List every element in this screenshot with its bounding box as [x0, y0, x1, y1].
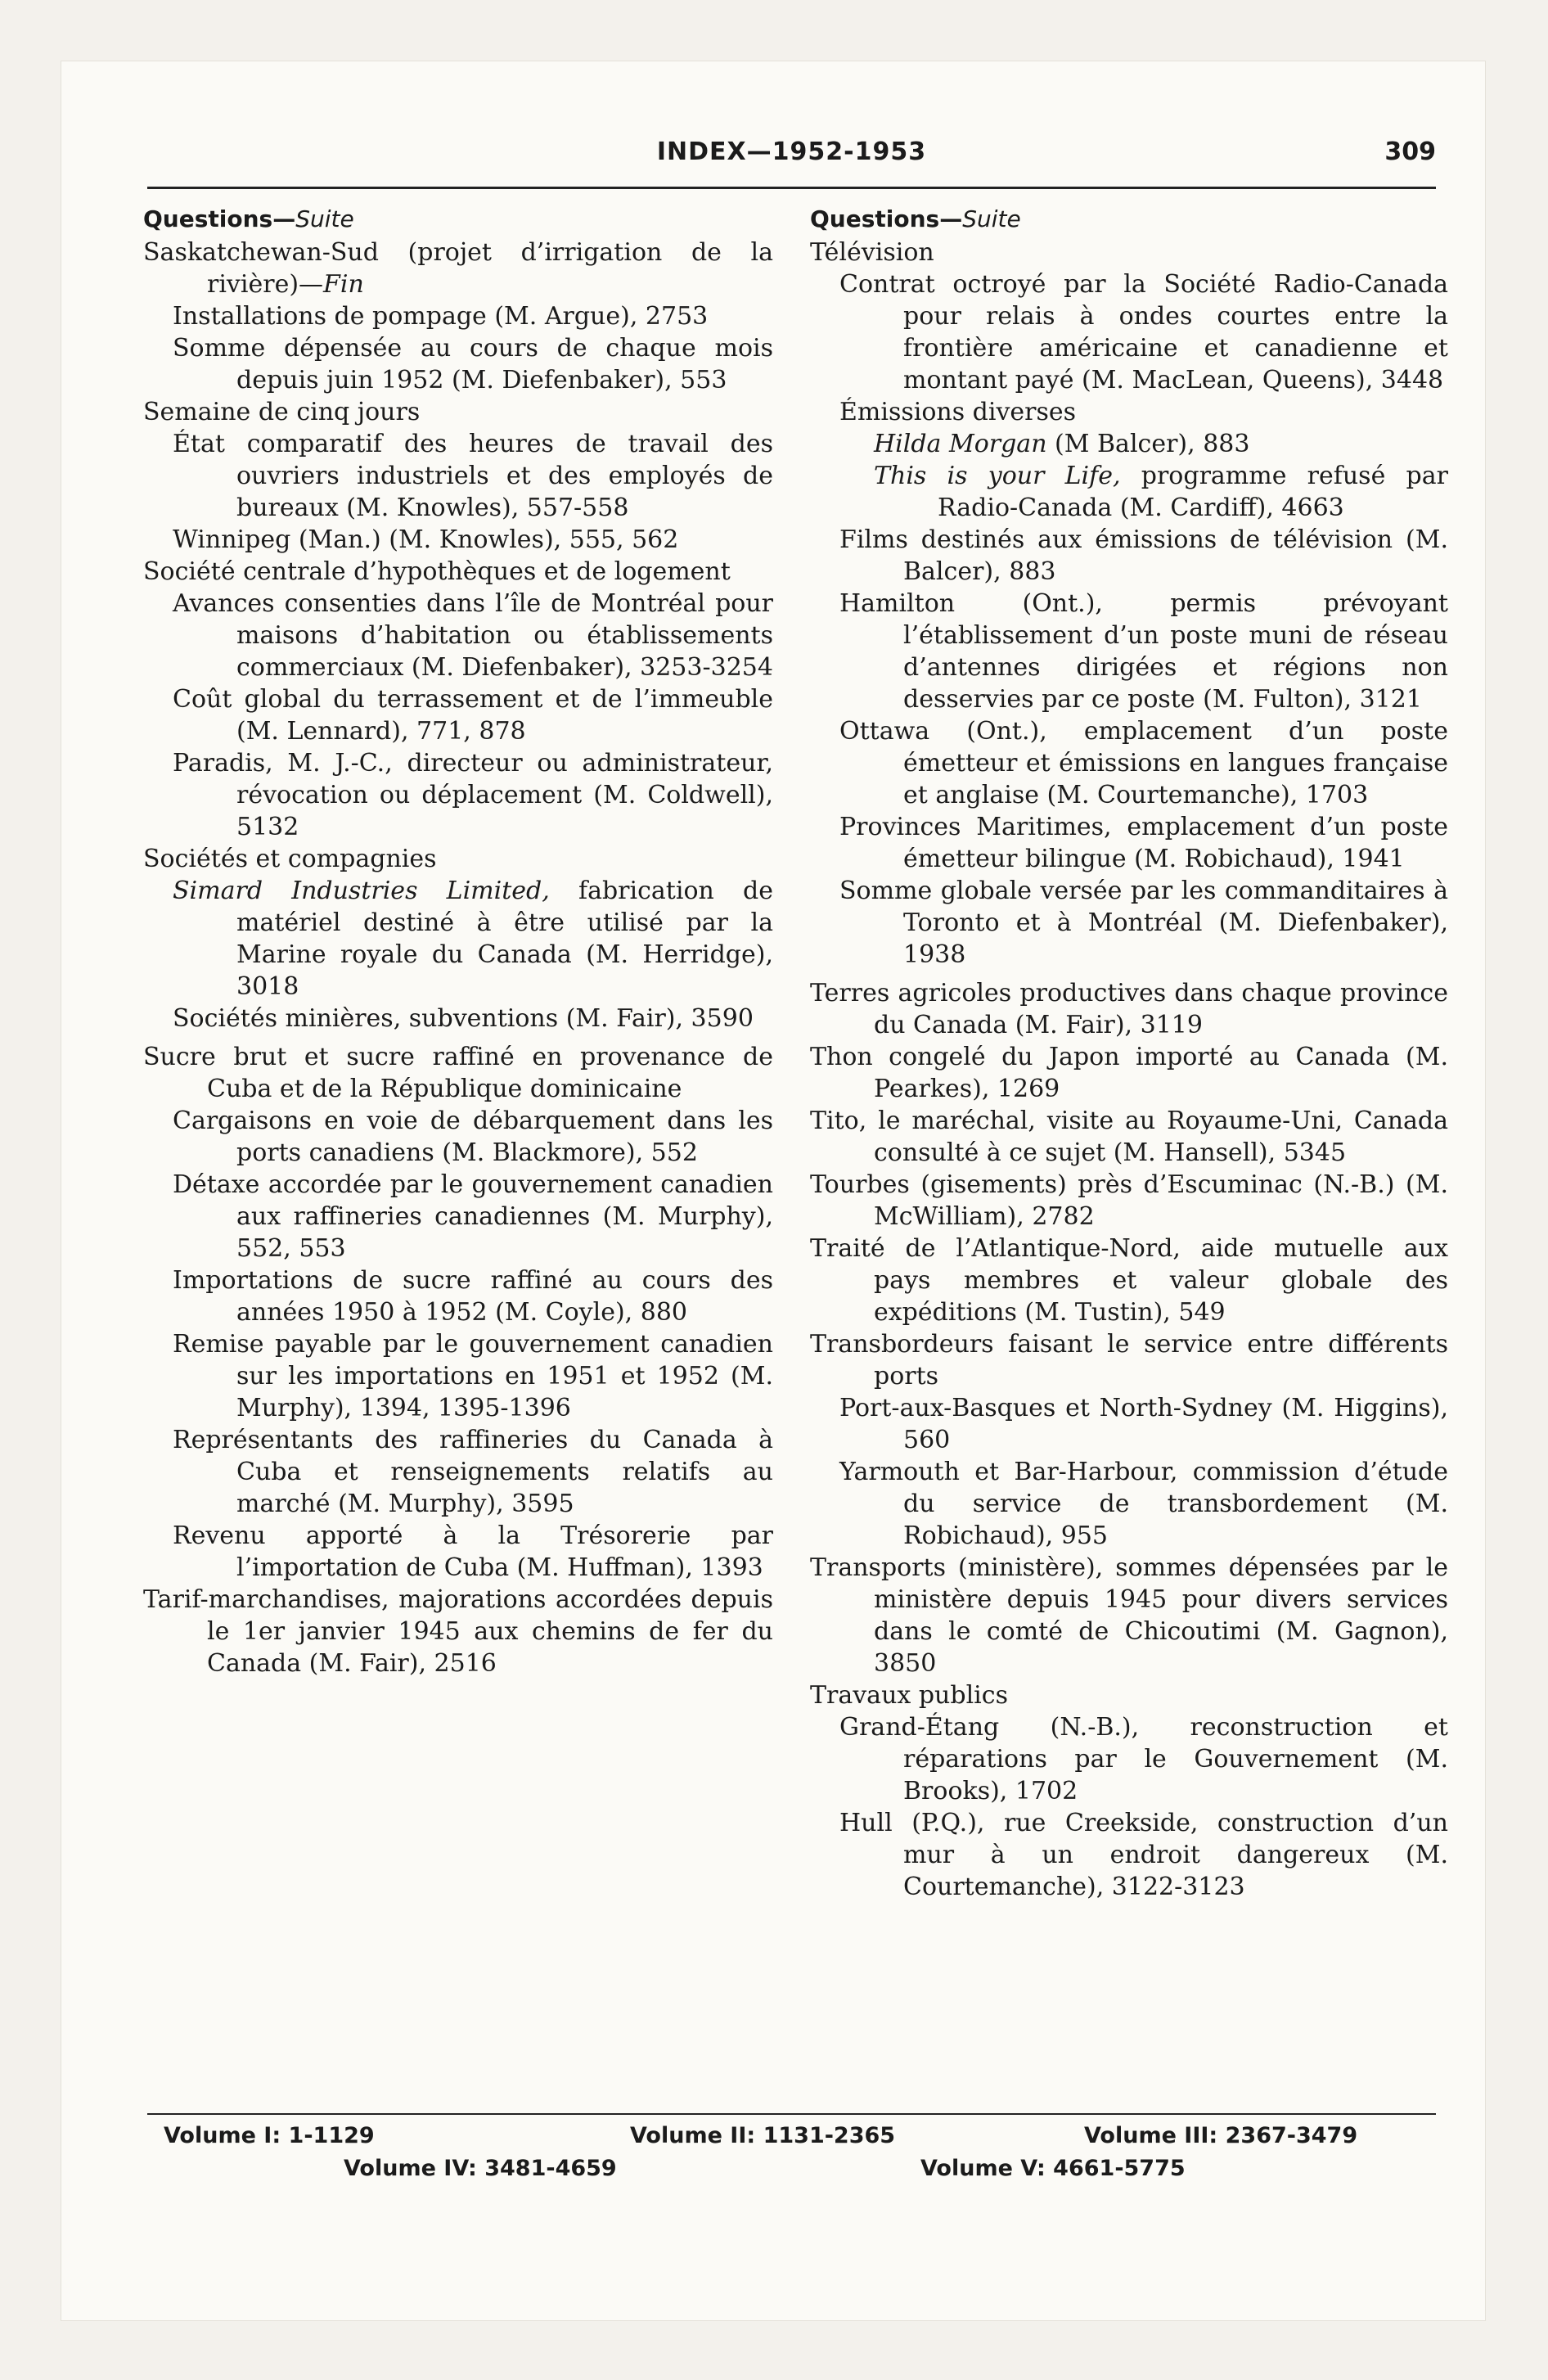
index-subentry: Provinces Maritimes, emplacement d’un poste émetteur bilingue (M. Robichaud), 1941 — [839, 813, 1448, 873]
index-subentry: Contrat octroyé par la Société Radio-Canada pour relais à ondes courtes entre la frontière américaine et canadienne et montant payé (M. MacLean, Queens), 3448 — [839, 270, 1448, 394]
index-entry: Télévision — [810, 238, 934, 267]
index-entry: Société centrale d’hypothèques et de logement — [143, 557, 731, 586]
column-heading: Questions—Suite — [143, 205, 354, 232]
index-subentry: Remise payable par le gouvernement canadien sur les importations en 1951 et 1952 (M. Murphy), 1394, 1395-1396 — [173, 1330, 773, 1422]
index-entry: Travaux publics — [810, 1681, 1008, 1710]
page-header — [147, 137, 1436, 189]
index-subentry: Hamilton (Ont.), permis prévoyant l’établissement d’un poste muni de réseau d’antennes dirigées et régions non desservies par ce poste (M. Fulton), 3121 — [839, 589, 1448, 714]
index-subentry: Installations de pompage (M. Argue), 2753 — [173, 302, 709, 331]
index-subsubentry: This is your Life, programme refusé par Radio-Canada (M. Cardiff), 4663 — [874, 462, 1448, 522]
index-subentry: Hull (P.Q.), rue Creekside, construction d’un mur à un endroit dangereux (M. Courtemanche), 3122-3123 — [839, 1809, 1448, 1901]
index-entry: Transbordeurs faisant le service entre différents ports — [810, 1330, 1448, 1391]
index-subentry: Émissions diverses — [839, 398, 1077, 426]
index-subentry: Port-aux-Basques et North-Sydney (M. Higgins), 560 — [839, 1394, 1448, 1454]
index-entry: Terres agricoles productives dans chaque province du Canada (M. Fair), 3119 — [810, 979, 1448, 1039]
index-subentry: Revenu apporté à la Trésorerie par l’importation de Cuba (M. Huffman), 1393 — [173, 1521, 773, 1582]
index-subentry: Cargaisons en voie de débarquement dans les ports canadiens (M. Blackmore), 552 — [173, 1107, 773, 1167]
index-subentry: Grand-Étang (N.-B.), reconstruction et réparations par le Gouvernement (M. Brooks), 1702 — [839, 1713, 1448, 1805]
index-entry: Sociétés et compagnies — [143, 845, 437, 873]
index-subentry: Yarmouth et Bar-Harbour, commission d’étude du service de transbordement (M. Robichaud), 955 — [839, 1458, 1448, 1550]
index-subsubentry: Hilda Morgan (M Balcer), 883 — [874, 430, 1250, 458]
index-entry: Traité de l’Atlantique-Nord, aide mutuelle aux pays membres et valeur globale des expéditions (M. Tustin), 549 — [810, 1234, 1448, 1327]
right-column — [810, 203, 1448, 1903]
volume-3-range: Volume III: 2367-3479 — [1084, 2123, 1358, 2148]
index-subentry: Ottawa (Ont.), emplacement d’un poste émetteur et émissions en langues française et anglaise (M. Courtemanche), 1703 — [839, 717, 1448, 809]
index-subentry: Sociétés minières, subventions (M. Fair), 3590 — [173, 1004, 754, 1033]
index-subentry: Somme globale versée par les commanditaires à Toronto et à Montréal (M. Diefenbaker), 1938 — [839, 877, 1448, 969]
volume-2-range: Volume II: 1131-2365 — [630, 2123, 896, 2148]
volume-5-range: Volume V: 4661-5775 — [920, 2156, 1186, 2181]
index-subentry: Importations de sucre raffiné au cours des années 1950 à 1952 (M. Coyle), 880 — [173, 1266, 773, 1327]
page-number: 309 — [1384, 137, 1436, 166]
index-entry: Tito, le maréchal, visite au Royaume-Uni, Canada consulté à ce sujet (M. Hansell), 5345 — [810, 1107, 1448, 1167]
index-subentry: Paradis, M. J.-C., directeur ou administrateur, révocation ou déplacement (M. Coldwell), 5132 — [173, 749, 773, 841]
index-subentry: Coût global du terrassement et de l’immeuble (M. Lennard), 771, 878 — [173, 685, 773, 746]
column-heading: Questions—Suite — [810, 205, 1021, 232]
index-entry: Sucre brut et sucre raffiné en provenance de Cuba et de la République dominicaine — [143, 1043, 773, 1103]
index-entry: Tourbes (gisements) près d’Escuminac (N.-B.) (M. McWilliam), 2782 — [810, 1170, 1448, 1231]
index-entry: Tarif-marchandises, majorations accordées depuis le 1er janvier 1945 aux chemins de fer du Canada (M. Fair), 2516 — [143, 1585, 773, 1678]
index-subentry: Simard Industries Limited, fabrication de matériel destiné à être utilisé par la Marine royale du Canada (M. Herridge), 3018 — [173, 877, 773, 1001]
index-entry: Transports (ministère), sommes dépensées par le ministère depuis 1945 pour divers services dans le comté de Chicoutimi (M. Gagnon), 3850 — [810, 1553, 1448, 1678]
volume-1-range: Volume I: 1-1129 — [164, 2123, 375, 2148]
index-subentry: Détaxe accordée par le gouvernement canadien aux raffineries canadiennes (M. Murphy), 552, 553 — [173, 1170, 773, 1263]
volume-footer — [147, 2113, 1436, 2181]
index-subentry: Films destinés aux émissions de télévision (M. Balcer), 883 — [839, 525, 1448, 586]
index-subentry: Somme dépensée au cours de chaque mois depuis juin 1952 (M. Diefenbaker), 553 — [173, 334, 773, 394]
left-column — [143, 203, 773, 1679]
index-title: INDEX—1952-1953 — [656, 137, 927, 166]
index-subentry: Winnipeg (Man.) (M. Knowles), 555, 562 — [173, 525, 679, 554]
index-subentry: Représentants des raffineries du Canada à Cuba et renseignements relatifs au marché (M. Murphy), 3595 — [173, 1426, 773, 1518]
volume-4-range: Volume IV: 3481-4659 — [344, 2156, 617, 2181]
index-entry: Saskatchewan-Sud (projet d’irrigation de la rivière)—Fin — [143, 238, 773, 299]
index-entry: Semaine de cinq jours — [143, 398, 421, 426]
index-subentry: État comparatif des heures de travail des ouvriers industriels et des employés de bureaux (M. Knowles), 557-558 — [173, 430, 773, 522]
index-entry: Thon congelé du Japon importé au Canada (M. Pearkes), 1269 — [810, 1043, 1448, 1103]
index-subentry: Avances consenties dans l’île de Montréal pour maisons d’habitation ou établissements commerciaux (M. Diefenbaker), 3253-3254 — [173, 589, 773, 682]
